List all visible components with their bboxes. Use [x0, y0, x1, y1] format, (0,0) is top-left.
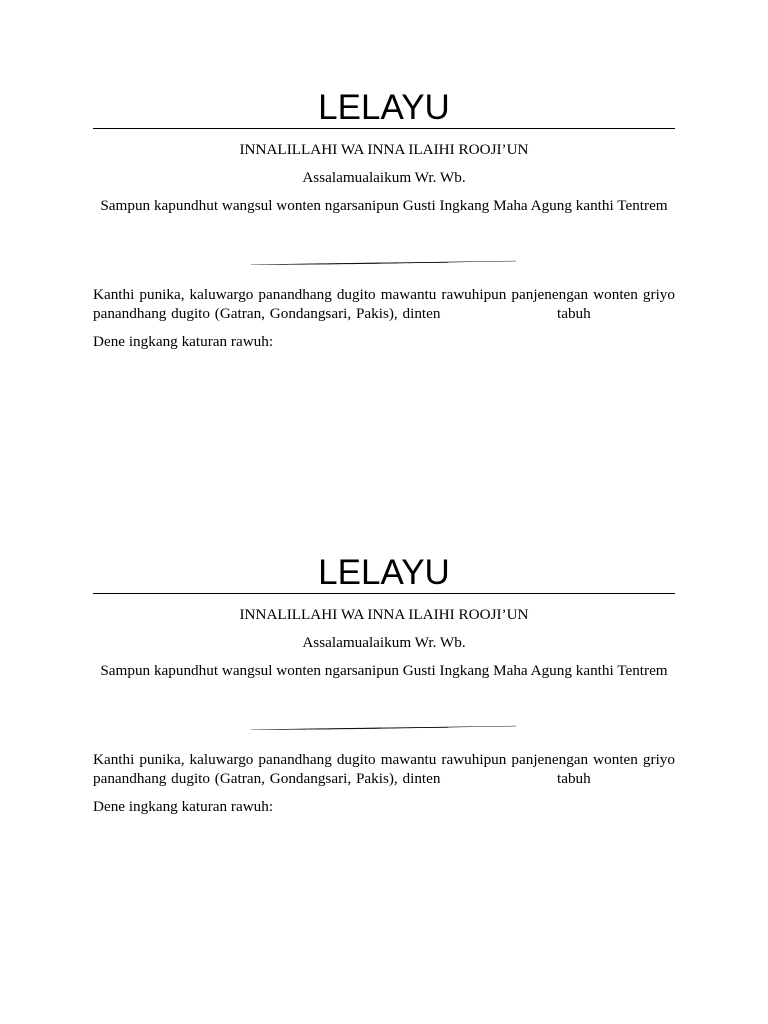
name-separator-line: [248, 723, 520, 733]
time-label: tabuh: [557, 305, 591, 322]
greeting-text: Assalamualaikum Wr. Wb.: [302, 634, 466, 651]
news-text: Sampun kapundhut wangsul wonten ngarsanipun Gusti Ingkang Maha Agung kanthi Tentrem: [100, 662, 668, 679]
invitation-paragraph-line: panandhang dugito (Gatran, Gondangsari, Pakis), dinten: [93, 770, 441, 787]
greeting-text: Assalamualaikum Wr. Wb.: [302, 169, 466, 186]
announcement-section: [0, 465, 768, 930]
invocation-text: INNALILLAHI WA INNA ILAIHI ROOJI’UN: [239, 606, 529, 623]
invitees-label: Dene ingkang katuran rawuh:: [93, 798, 274, 815]
invitation-paragraph-line: Kanthi punika, kaluwargo panandhang dugito mawantu rawuhipun panjenengan wonten griyo: [93, 751, 675, 768]
invitation-paragraph-line: Kanthi punika, kaluwargo panandhang dugito mawantu rawuhipun panjenengan wonten griyo: [93, 286, 675, 303]
news-text: Sampun kapundhut wangsul wonten ngarsanipun Gusti Ingkang Maha Agung kanthi Tentrem: [100, 197, 668, 214]
invocation-text: INNALILLAHI WA INNA ILAIHI ROOJI’UN: [239, 141, 529, 158]
announcement-title: LELAYU: [318, 553, 450, 592]
invitation-paragraph-line: panandhang dugito (Gatran, Gondangsari, Pakis), dinten: [93, 305, 441, 322]
name-separator-line: [248, 258, 520, 268]
time-label: tabuh: [557, 770, 591, 787]
announcement-title: LELAYU: [318, 88, 450, 127]
title-rule: [93, 128, 675, 129]
title-rule: [93, 593, 675, 594]
invitees-label: Dene ingkang katuran rawuh:: [93, 333, 274, 350]
announcement-section: [0, 0, 768, 465]
